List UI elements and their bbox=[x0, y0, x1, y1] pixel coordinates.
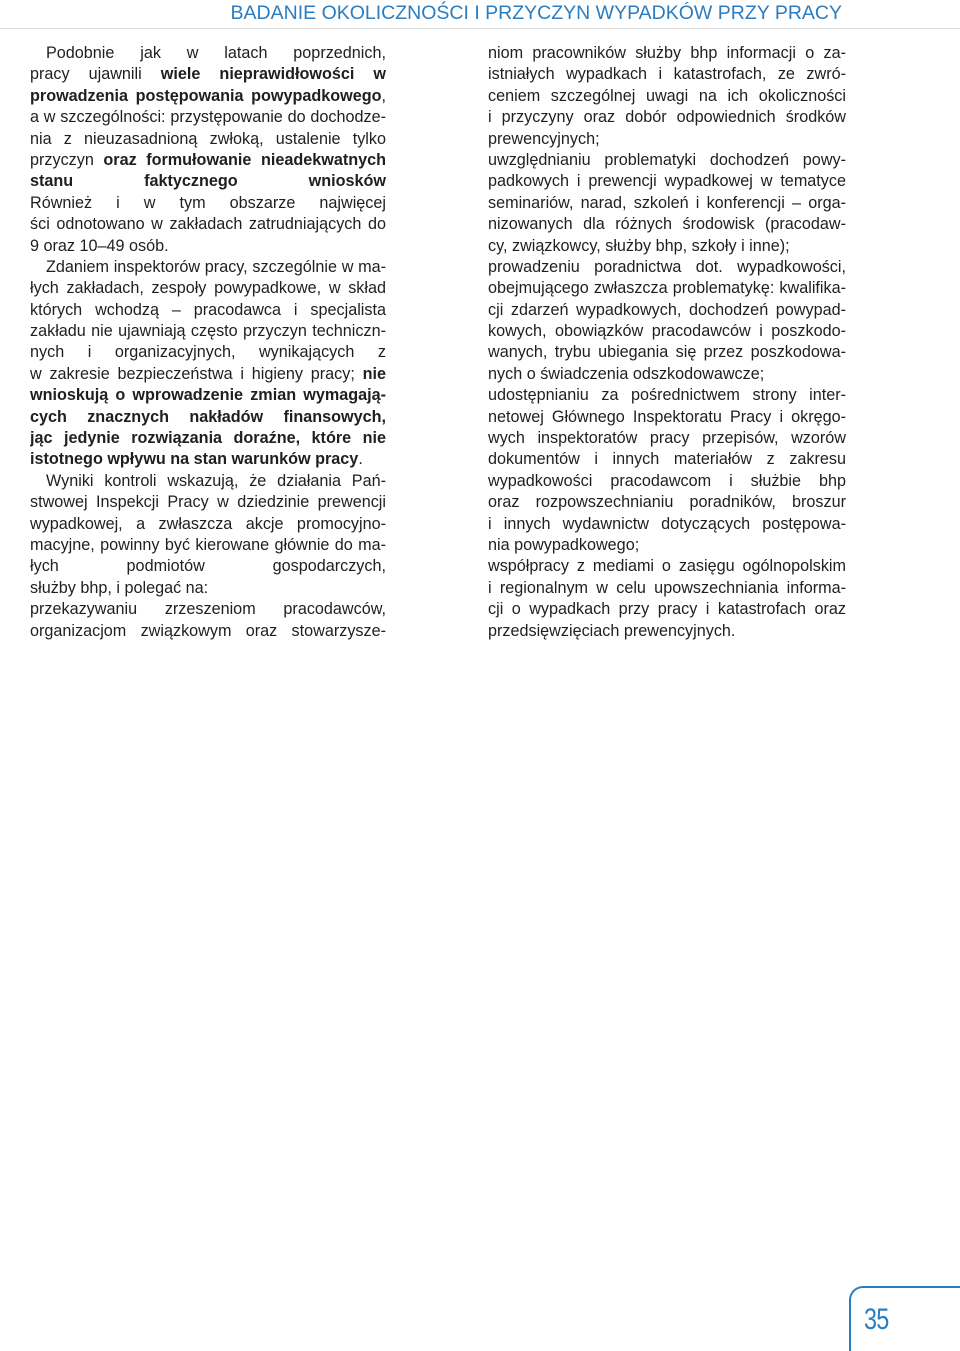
text: i przyczyny oraz dobór odpowiednich środków bbox=[488, 108, 846, 127]
text: ści odnotowano w zakładach zatrudniających do bbox=[30, 215, 386, 234]
text: zakładu nie ujawniają często przyczyn techniczn- bbox=[30, 322, 386, 341]
bullet-text-line bbox=[488, 257, 846, 278]
text: Również i w tym obszarze najwięcej bbox=[30, 193, 386, 212]
text-line bbox=[488, 300, 846, 321]
text: przedsięwzięciach prewencyjnych. bbox=[488, 621, 736, 640]
text: w zakresie bezpieczeństwa i higieny pracy; bbox=[30, 364, 363, 383]
text: uwzględnianiu problematyki dochodzeń powy- bbox=[488, 150, 846, 169]
text-line bbox=[30, 514, 386, 535]
text-line bbox=[488, 214, 846, 235]
text-line bbox=[30, 535, 386, 556]
bold-text: prowadzenia postępowania powypadkowego bbox=[30, 86, 382, 105]
text-line bbox=[488, 449, 846, 470]
text-line bbox=[30, 364, 386, 385]
text-line bbox=[30, 129, 386, 150]
text: i regionalnym w celu upowszechniania informa- bbox=[488, 578, 846, 597]
text-line bbox=[488, 428, 846, 449]
text-line bbox=[30, 86, 386, 107]
text-line bbox=[488, 492, 846, 513]
text: wypadkowości pracodawcom i służbie bhp bbox=[488, 471, 846, 490]
text-line bbox=[30, 407, 386, 428]
text-line bbox=[30, 621, 386, 642]
text-line bbox=[488, 342, 846, 363]
text-line bbox=[488, 535, 846, 556]
text-line bbox=[30, 342, 386, 363]
text-line bbox=[488, 471, 846, 492]
text: , bbox=[381, 86, 386, 105]
text: łych zakładach, zespoły powypadkowe, w skład bbox=[30, 279, 386, 298]
text-line bbox=[30, 64, 386, 85]
bold-text: nie bbox=[362, 364, 386, 383]
text: nych o świadczenia odszkodowawcze; bbox=[488, 364, 765, 383]
text-line bbox=[488, 129, 846, 150]
text: współpracy z mediami o zasięgu ogólnopolskim bbox=[488, 557, 846, 576]
bullet-text-line bbox=[488, 556, 846, 577]
bullet-text-line bbox=[488, 385, 846, 406]
text: organizacjom związkowym oraz stowarzysze- bbox=[30, 621, 386, 640]
text: prewencyjnych; bbox=[488, 129, 600, 148]
text: seminariów, narad, szkoleń i konferencji – orga- bbox=[488, 193, 846, 212]
text: cji zdarzeń wypadkowych, dochodzeń powypad- bbox=[488, 300, 846, 319]
bold-text: wiele nieprawidłowości w bbox=[160, 65, 386, 84]
text: oraz rozpowszechnianiu poradników, broszur bbox=[488, 493, 846, 512]
text-line bbox=[488, 407, 846, 428]
text-line bbox=[30, 278, 386, 299]
right-text-column bbox=[488, 43, 846, 642]
text: padkowych i prewencji wypadkowej w tematyce bbox=[488, 172, 846, 191]
text-line bbox=[30, 236, 386, 257]
text-line bbox=[30, 300, 386, 321]
running-header: BADANIE OKOLICZNOŚCI I PRZYCZYN WYPADKÓW PRZY PRACY bbox=[230, 2, 842, 24]
text: nia z nieuzasadnioną zwłoką, ustalenie tylko bbox=[30, 129, 386, 148]
bold-text: stanu faktycznego wniosków bbox=[30, 172, 386, 191]
text: a w szczególności: przystępowanie do dochodze- bbox=[30, 108, 386, 127]
text-line bbox=[30, 428, 386, 449]
text-line bbox=[30, 449, 386, 470]
text-line bbox=[488, 64, 846, 85]
text: służby bhp, i polegać na: bbox=[30, 578, 209, 597]
text-line bbox=[488, 321, 846, 342]
page-number: 35 bbox=[864, 1303, 889, 1336]
left-text-column bbox=[30, 43, 386, 642]
text: dokumentów i innych materiałów z zakresu bbox=[488, 450, 846, 469]
text-line bbox=[30, 107, 386, 128]
text: łych podmiotów gospodarczych, bbox=[30, 557, 386, 576]
text-line bbox=[30, 578, 386, 599]
text: pracy ujawnili bbox=[30, 65, 161, 84]
text: przyczyn bbox=[30, 150, 104, 169]
text: niom pracowników służby bhp informacji o za- bbox=[488, 44, 846, 62]
text: Podobnie jak w latach poprzednich, bbox=[46, 44, 386, 62]
text: netowej Głównego Inspektoratu Pracy i okręgo- bbox=[488, 407, 846, 426]
text-line bbox=[30, 492, 386, 513]
text-line bbox=[488, 278, 846, 299]
text-line bbox=[488, 193, 846, 214]
text-line bbox=[30, 556, 386, 577]
text: wypadkowej, a zwłaszcza akcje promocyjno- bbox=[30, 514, 386, 533]
text: nych i organizacyjnych, wynikających z bbox=[30, 343, 386, 362]
text: udostępnianiu za pośrednictwem strony inter- bbox=[488, 386, 846, 405]
text-line bbox=[488, 599, 846, 620]
text-line bbox=[30, 193, 386, 214]
text-line bbox=[30, 471, 386, 492]
header-divider bbox=[0, 28, 960, 29]
text: cji o wypadkach przy pracy i katastrofach oraz bbox=[488, 600, 846, 619]
text-line bbox=[488, 43, 846, 64]
text: stwowej Inspekcji Pracy w dziedzinie prewencji bbox=[30, 493, 386, 512]
text: 9 oraz 10–49 osób. bbox=[30, 236, 169, 255]
text: nizowanych dla różnych środowisk (pracodaw- bbox=[488, 215, 846, 234]
text-line bbox=[30, 150, 386, 171]
text: macyjne, powinny być kierowane głównie do ma- bbox=[30, 535, 386, 554]
text: których wchodzą – pracodawca i specjalista bbox=[30, 300, 386, 319]
text-line bbox=[488, 107, 846, 128]
text: obejmującego zwłaszcza problematykę: kwalifika- bbox=[488, 279, 846, 298]
text: przekazywaniu zrzeszeniom pracodawców, bbox=[30, 600, 386, 619]
text-line bbox=[488, 171, 846, 192]
bullet-text-line bbox=[30, 599, 386, 620]
text-line bbox=[488, 514, 846, 535]
text: prowadzeniu poradnictwa dot. wypadkowości, bbox=[488, 257, 846, 276]
text-line bbox=[488, 578, 846, 599]
text: cy, związkowcy, służby bhp, szkoły i inne); bbox=[488, 236, 790, 255]
text: ceniem szczególnej uwagi na ich okoliczności bbox=[488, 86, 846, 105]
bold-text: cych znacznych nakładów finansowych, bbox=[30, 407, 386, 426]
text-line bbox=[488, 86, 846, 107]
text: istniałych wypadkach i katastrofach, ze zwró- bbox=[488, 65, 846, 84]
bold-text: istotnego wpływu na stan warunków pracy bbox=[30, 450, 359, 469]
bold-text: jąc jedynie rozwiązania doraźne, które nie bbox=[30, 429, 386, 448]
text: nia powypadkowego; bbox=[488, 535, 640, 554]
text-line bbox=[30, 171, 386, 192]
bold-text: wnioskują o wprowadzenie zmian wymagają- bbox=[30, 386, 386, 405]
text-line bbox=[488, 236, 846, 257]
text: Zdaniem inspektorów pracy, szczególnie w ma- bbox=[46, 257, 386, 276]
text-line bbox=[30, 385, 386, 406]
text-line bbox=[488, 621, 846, 642]
text: Wyniki kontroli wskazują, że działania Pań- bbox=[46, 471, 386, 490]
text: wych inspektoratów pracy przepisów, wzorów bbox=[488, 429, 846, 448]
text: kowych, obowiązków pracodawców i poszkodo- bbox=[488, 322, 846, 341]
text-line bbox=[30, 43, 386, 64]
text-line bbox=[30, 257, 386, 278]
text-line bbox=[488, 364, 846, 385]
text-line bbox=[30, 321, 386, 342]
text-line bbox=[30, 214, 386, 235]
bullet-text-line bbox=[488, 150, 846, 171]
bold-text: oraz formułowanie nieadekwatnych bbox=[103, 150, 386, 169]
text: wanych, trybu ubiegania się przez poszkodowa- bbox=[488, 343, 846, 362]
text: . bbox=[358, 450, 363, 469]
text: i innych wydawnictw dotyczących postępowa- bbox=[488, 514, 846, 533]
